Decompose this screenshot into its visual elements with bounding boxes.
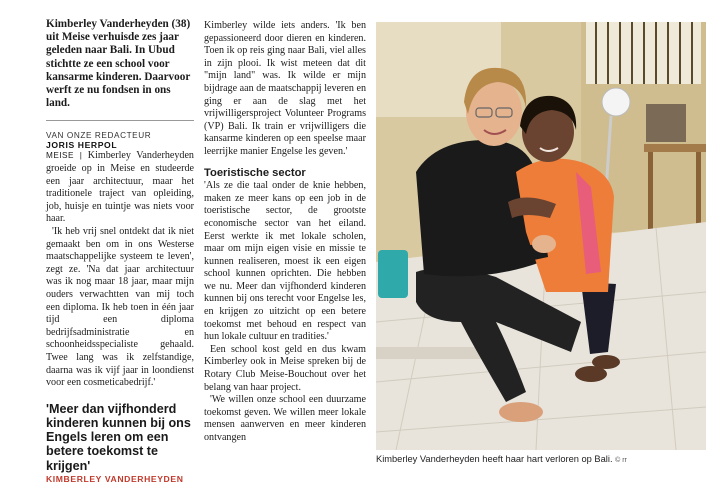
paragraph: 'Als ze die taal onder de knie hebben, maken ze meer kans op een job in de toeristische sector, de grootste economische sector van het eiland. Eerst werkte ik met lokale scholen, maar om mijn eigen visie en missie te kunnen realiseren, moest ik een eigen school kunnen oprichten. Die hebben we nu. Meer dan vijfhonderd kinderen kunnen bij ons terecht voor Engelse les, en krijgen zo uitzicht op een betere toekomst met behoud en respect van hun lokale cultuur en tradities.': [204, 180, 366, 343]
article-photo: [376, 22, 706, 472]
caption-text: Kimberley Vanderheyden heeft haar hart verloren op Bali.: [376, 454, 613, 464]
article-intro: Kimberley Vanderheyden (38) uit Meise verhuisde zes jaar geleden naar Bali. In Ubud stichtte ze een school voor kansarme kinderen. Daarvoor werft ze nu fondsen in ons land.: [46, 18, 191, 110]
divider: [46, 120, 194, 121]
article-column-1: [46, 0, 194, 484]
paragraph: 'We willen onze school een duurzame toekomst geven. We willen meer lokale mensen aanwerven en meer kinderen ontvangen: [204, 394, 366, 443]
subheading: Toeristische sector: [204, 166, 306, 179]
paragraph: [46, 150, 194, 226]
byline-prefix: VAN ONZE REDACTEUR: [46, 131, 152, 141]
pull-quote: 'Meer dan vijfhonderd kinderen kunnen bij ons Engels leren om een betere toekomst te krijgen': [46, 401, 191, 473]
photo-caption: [376, 454, 627, 464]
dateline: MEISE |: [46, 151, 83, 161]
paragraph: Kimberley wilde iets anders. 'Ik ben gepassioneerd door dieren en kinderen. Toen ik op reis ging naar Bali, viel alles in zijn plooi. Ik wist meteen dat dit "mijn land" was. Ik wilde er mijn bijdrage aan de maatschappij leveren en ging er aan de slag met het vrijwilligersproject Volunteer Programs (VP) Bali. Ik train er vrijwilligers die kansarme kinderen op een speelse maar leerrijke manier Engelse les geven.': [204, 20, 366, 157]
paragraph-text: Kimberley Vanderheyden groeide op in Meise en studeerde een jaar architectuur, maar het traditionele traject van opleiding, job, huisje en tuintje was niets voor haar.: [46, 150, 194, 225]
pull-quote-author: KIMBERLEY VANDERHEYDEN: [46, 473, 184, 484]
paragraph: Een school kost geld en dus kwam Kimberley ook in Meise spreken bij de Rotary Club Meise-Bouchout over het belang van haar project.: [204, 343, 366, 393]
article-column-2: [204, 20, 366, 445]
byline-name: JORIS HERPOL: [46, 140, 118, 151]
paragraph: 'Ik heb vrij snel ontdekt dat ik niet gemaakt ben om in ons Westerse maatschappelijke systeem te leven', zegt ze. 'Na dat jaar architectuur was ik nog maar 18 jaar, maar mijn ouders verwachtten van mij toch een diploma. Ik heb toen in één jaar tijd een diploma bedrijfsadministratie en schoonheidsspecialiste gehaald. Twee lang was ik zelfstandige, daarna was ik vijf jaar in loondienst voor een cosmeticabedrijf.': [46, 225, 194, 389]
photo-credit: © rr: [615, 457, 627, 464]
article-body-col1: [46, 150, 194, 389]
photo-illustration: [376, 22, 706, 450]
